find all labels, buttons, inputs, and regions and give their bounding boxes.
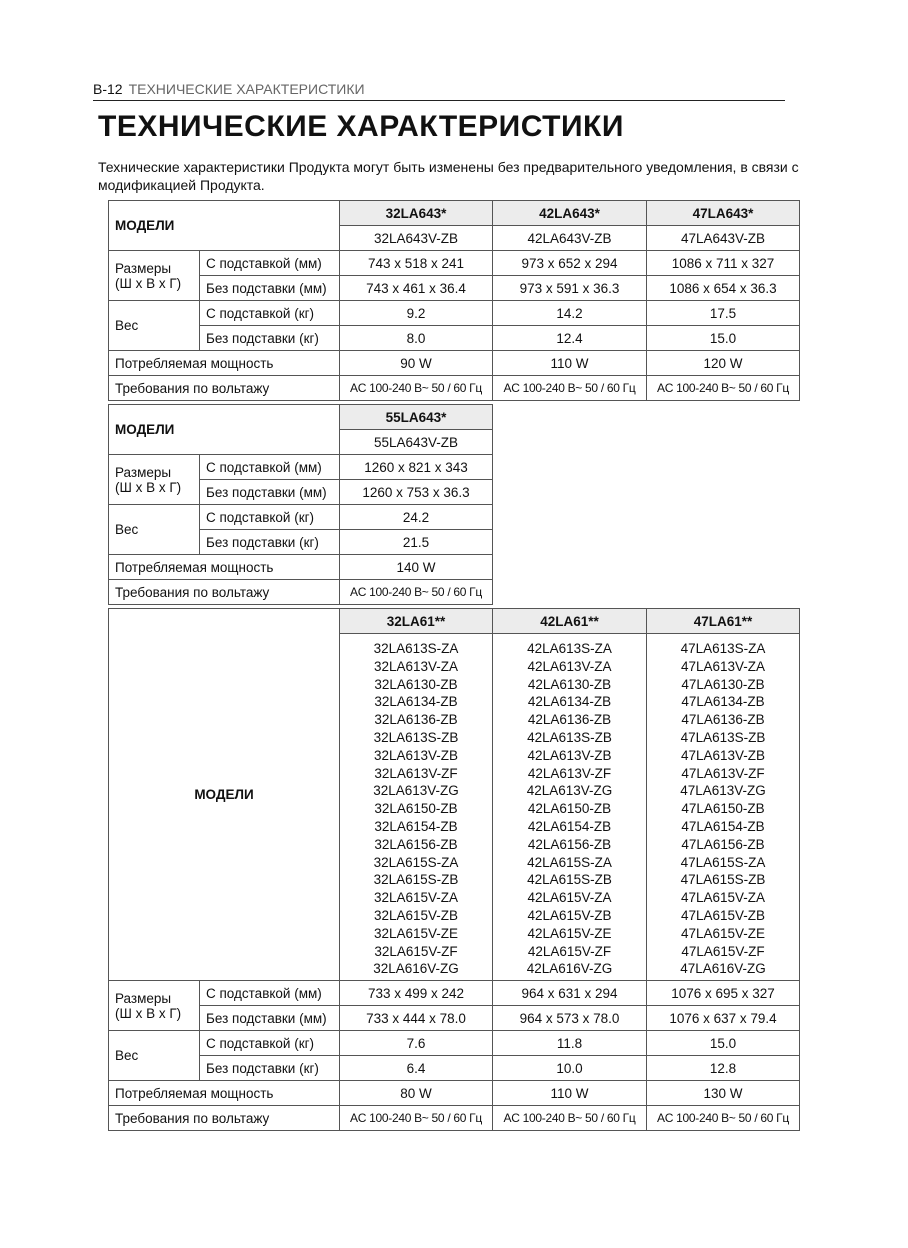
dim-no-stand: 743 x 461 x 36.4 <box>340 276 493 301</box>
dim-with-stand: 1076 x 695 x 327 <box>647 981 800 1006</box>
power-value: 130 W <box>647 1081 800 1106</box>
voltage-label: Требования по вольтажу <box>109 1106 340 1131</box>
model-list-item: 32LA613V-ZB <box>373 747 459 763</box>
series-header: 47LA61** <box>647 609 800 634</box>
model-list-item: 42LA613V-ZA <box>527 658 612 674</box>
model-list-item: 42LA6134-ZB <box>527 694 612 710</box>
model-list-item: 32LA613S-ZB <box>373 729 459 745</box>
model-list-cell <box>647 634 800 981</box>
intro-text: Технические характеристики Продукта могут быть изменены без предварительного уведомления, в связи с модификацией Продукта. <box>98 159 799 193</box>
weight-no-stand: 12.4 <box>493 326 647 351</box>
model-list-item: 32LA6154-ZB <box>374 818 458 834</box>
weight-no-stand: 21.5 <box>340 530 493 555</box>
weight-with-stand: 9.2 <box>340 301 493 326</box>
series-header: 47LA643* <box>647 201 800 226</box>
model-list-item: 42LA615V-ZE <box>527 925 612 941</box>
model-list-item: 47LA613V-ZG <box>680 783 766 799</box>
model-list-item: 32LA615S-ZA <box>373 854 459 870</box>
dimensions-subtitle: (Ш x В x Г) <box>115 275 182 291</box>
weight-with-stand: 17.5 <box>647 301 800 326</box>
model-list-item: 42LA615V-ZB <box>527 907 612 923</box>
with-stand-kg-label: С подставкой (кг) <box>200 1031 340 1056</box>
dimensions-title: Размеры <box>115 464 172 480</box>
model-list-item: 32LA6150-ZB <box>374 801 458 817</box>
weight-no-stand: 8.0 <box>340 326 493 351</box>
model-list-item: 47LA6136-ZB <box>681 712 765 728</box>
model-list-item: 47LA613V-ZB <box>680 747 766 763</box>
page-number: B-12 <box>93 81 123 97</box>
dimensions-label <box>109 251 200 301</box>
dim-with-stand: 743 x 518 x 241 <box>340 251 493 276</box>
dim-with-stand: 973 x 652 x 294 <box>493 251 647 276</box>
weight-label: Вес <box>109 301 200 351</box>
model-list-item: 42LA613V-ZF <box>527 765 612 781</box>
dim-with-stand: 964 x 631 x 294 <box>493 981 647 1006</box>
dim-no-stand: 733 x 444 x 78.0 <box>340 1006 493 1031</box>
dim-no-stand: 964 x 573 x 78.0 <box>493 1006 647 1031</box>
model-list-item: 32LA616V-ZG <box>373 961 459 977</box>
power-value: 120 W <box>647 351 800 376</box>
voltage-value: AC 100-240 В~ 50 / 60 Гц <box>340 1106 493 1131</box>
model-list-item: 47LA615S-ZA <box>680 854 766 870</box>
model-list <box>344 634 488 980</box>
voltage-value: AC 100-240 В~ 50 / 60 Гц <box>647 376 800 401</box>
model-list-item: 42LA615V-ZA <box>527 890 612 906</box>
with-stand-kg-label: С подставкой (кг) <box>200 301 340 326</box>
model-list-item: 47LA613V-ZA <box>680 658 766 674</box>
model-list-item: 47LA6154-ZB <box>681 818 765 834</box>
power-label: Потребляемая мощность <box>109 351 340 376</box>
weight-with-stand: 7.6 <box>340 1031 493 1056</box>
weight-no-stand: 10.0 <box>493 1056 647 1081</box>
model-list-item: 32LA613V-ZG <box>373 783 459 799</box>
model-list-item: 42LA613S-ZB <box>527 729 612 745</box>
voltage-value: AC 100-240 В~ 50 / 60 Гц <box>340 376 493 401</box>
model-list-item: 32LA615V-ZA <box>373 890 459 906</box>
dimensions-title: Размеры <box>115 990 172 1006</box>
power-value: 80 W <box>340 1081 493 1106</box>
weight-with-stand: 14.2 <box>493 301 647 326</box>
power-label: Потребляемая мощность <box>109 1081 340 1106</box>
model-list-item: 42LA613V-ZB <box>527 747 612 763</box>
series-header: 32LA61** <box>340 609 493 634</box>
model-list-item: 32LA6130-ZB <box>374 676 458 692</box>
model-list-item: 47LA615V-ZF <box>681 943 765 959</box>
voltage-value: AC 100-240 В~ 50 / 60 Гц <box>493 376 647 401</box>
model-list-item: 42LA6156-ZB <box>527 836 612 852</box>
model-list-item: 32LA615V-ZB <box>373 907 459 923</box>
dim-with-stand: 1260 x 821 x 343 <box>340 455 493 480</box>
model-list-item: 32LA615S-ZB <box>373 872 459 888</box>
spec-table-la643 <box>108 200 800 401</box>
model-list-item: 42LA616V-ZG <box>526 961 613 977</box>
running-header-section: ТЕХНИЧЕСКИЕ ХАРАКТЕРИСТИКИ <box>128 81 365 97</box>
page-title: ТЕХНИЧЕСКИЕ ХАРАКТЕРИСТИКИ <box>98 110 624 143</box>
model-list-item: 32LA6156-ZB <box>374 836 458 852</box>
model-list-item: 32LA6134-ZB <box>374 694 458 710</box>
model-list-cell <box>493 634 647 981</box>
voltage-value: AC 100-240 В~ 50 / 60 Гц <box>493 1106 647 1131</box>
with-stand-mm-label: С подставкой (мм) <box>200 455 340 480</box>
model-list-item: 32LA613S-ZA <box>373 641 459 656</box>
dim-no-stand: 1076 x 637 x 79.4 <box>647 1006 800 1031</box>
model-list-item: 47LA6150-ZB <box>681 801 765 817</box>
dim-no-stand: 1086 x 654 x 36.3 <box>647 276 800 301</box>
with-stand-mm-label: С подставкой (мм) <box>200 981 340 1006</box>
model-list-item: 42LA615S-ZA <box>527 854 612 870</box>
weight-label: Вес <box>109 1031 200 1081</box>
voltage-label: Требования по вольтажу <box>109 376 340 401</box>
model-list-cell <box>340 634 493 981</box>
dim-no-stand: 973 x 591 x 36.3 <box>493 276 647 301</box>
model-list <box>651 634 795 980</box>
models-label: МОДЕЛИ <box>109 201 340 251</box>
model-list-item: 47LA615V-ZE <box>680 925 766 941</box>
no-stand-mm-label: Без подставки (мм) <box>200 1006 340 1031</box>
model-list-item: 47LA6130-ZB <box>681 676 765 692</box>
series-header: 42LA61** <box>493 609 647 634</box>
dim-with-stand: 733 x 499 x 242 <box>340 981 493 1006</box>
dimensions-label <box>109 981 200 1031</box>
model-list-item: 42LA613S-ZA <box>527 641 612 656</box>
model-list-item: 42LA615S-ZB <box>527 872 612 888</box>
series-header: 32LA643* <box>340 201 493 226</box>
weight-label: Вес <box>109 505 200 555</box>
model-list-item: 32LA613V-ZA <box>373 658 459 674</box>
model-list-item: 32LA615V-ZF <box>374 943 458 959</box>
no-stand-mm-label: Без подставки (мм) <box>200 276 340 301</box>
power-value: 110 W <box>493 351 647 376</box>
model-list-item: 47LA613S-ZA <box>680 641 766 656</box>
model-list-item: 47LA613V-ZF <box>681 765 765 781</box>
voltage-value: AC 100-240 В~ 50 / 60 Гц <box>647 1106 800 1131</box>
model-cell: 55LA643V-ZB <box>340 430 493 455</box>
model-list-item: 32LA613V-ZF <box>374 765 458 781</box>
model-list-item: 47LA613S-ZB <box>680 729 766 745</box>
model-list-item: 47LA6156-ZB <box>681 836 765 852</box>
weight-with-stand: 24.2 <box>340 505 493 530</box>
model-list-item: 47LA615V-ZA <box>680 890 766 906</box>
spec-table-la61 <box>108 608 800 1131</box>
power-value: 90 W <box>340 351 493 376</box>
weight-no-stand: 12.8 <box>647 1056 800 1081</box>
dim-no-stand: 1260 x 753 x 36.3 <box>340 480 493 505</box>
model-list-item: 42LA6130-ZB <box>527 676 612 692</box>
power-value: 140 W <box>340 555 493 580</box>
model-cell: 32LA643V-ZB <box>340 226 493 251</box>
model-list <box>497 634 642 980</box>
model-list-item: 42LA615V-ZF <box>527 943 612 959</box>
with-stand-mm-label: С подставкой (мм) <box>200 251 340 276</box>
no-stand-kg-label: Без подставки (кг) <box>200 1056 340 1081</box>
models-label: МОДЕЛИ <box>109 609 340 981</box>
no-stand-kg-label: Без подставки (кг) <box>200 530 340 555</box>
dimensions-title: Размеры <box>115 260 172 276</box>
dim-with-stand: 1086 x 711 x 327 <box>647 251 800 276</box>
model-list-item: 47LA615V-ZB <box>680 907 766 923</box>
series-header: 42LA643* <box>493 201 647 226</box>
no-stand-mm-label: Без подставки (мм) <box>200 480 340 505</box>
model-list-item: 42LA613V-ZG <box>526 783 613 799</box>
model-cell: 47LA643V-ZB <box>647 226 800 251</box>
dimensions-subtitle: (Ш x В x Г) <box>115 1005 182 1021</box>
model-list-item: 47LA616V-ZG <box>680 961 766 977</box>
running-header <box>93 80 785 101</box>
model-list-item: 32LA615V-ZE <box>373 925 459 941</box>
model-list-item: 47LA6134-ZB <box>681 694 765 710</box>
weight-no-stand: 15.0 <box>647 326 800 351</box>
model-list-item: 32LA6136-ZB <box>374 712 458 728</box>
model-list-item: 42LA6154-ZB <box>527 818 612 834</box>
model-list-item: 42LA6136-ZB <box>527 712 612 728</box>
weight-no-stand: 6.4 <box>340 1056 493 1081</box>
model-list-item: 47LA615S-ZB <box>680 872 766 888</box>
with-stand-kg-label: С подставкой (кг) <box>200 505 340 530</box>
weight-with-stand: 11.8 <box>493 1031 647 1056</box>
power-value: 110 W <box>493 1081 647 1106</box>
voltage-value: AC 100-240 В~ 50 / 60 Гц <box>340 580 493 605</box>
power-label: Потребляемая мощность <box>109 555 340 580</box>
models-label: МОДЕЛИ <box>109 405 340 455</box>
spec-table-55la643 <box>108 404 493 605</box>
model-list-item: 42LA6150-ZB <box>527 801 612 817</box>
no-stand-kg-label: Без подставки (кг) <box>200 326 340 351</box>
series-header: 55LA643* <box>340 405 493 430</box>
dimensions-subtitle: (Ш x В x Г) <box>115 479 182 495</box>
dimensions-label <box>109 455 200 505</box>
model-cell: 42LA643V-ZB <box>493 226 647 251</box>
weight-with-stand: 15.0 <box>647 1031 800 1056</box>
voltage-label: Требования по вольтажу <box>109 580 340 605</box>
